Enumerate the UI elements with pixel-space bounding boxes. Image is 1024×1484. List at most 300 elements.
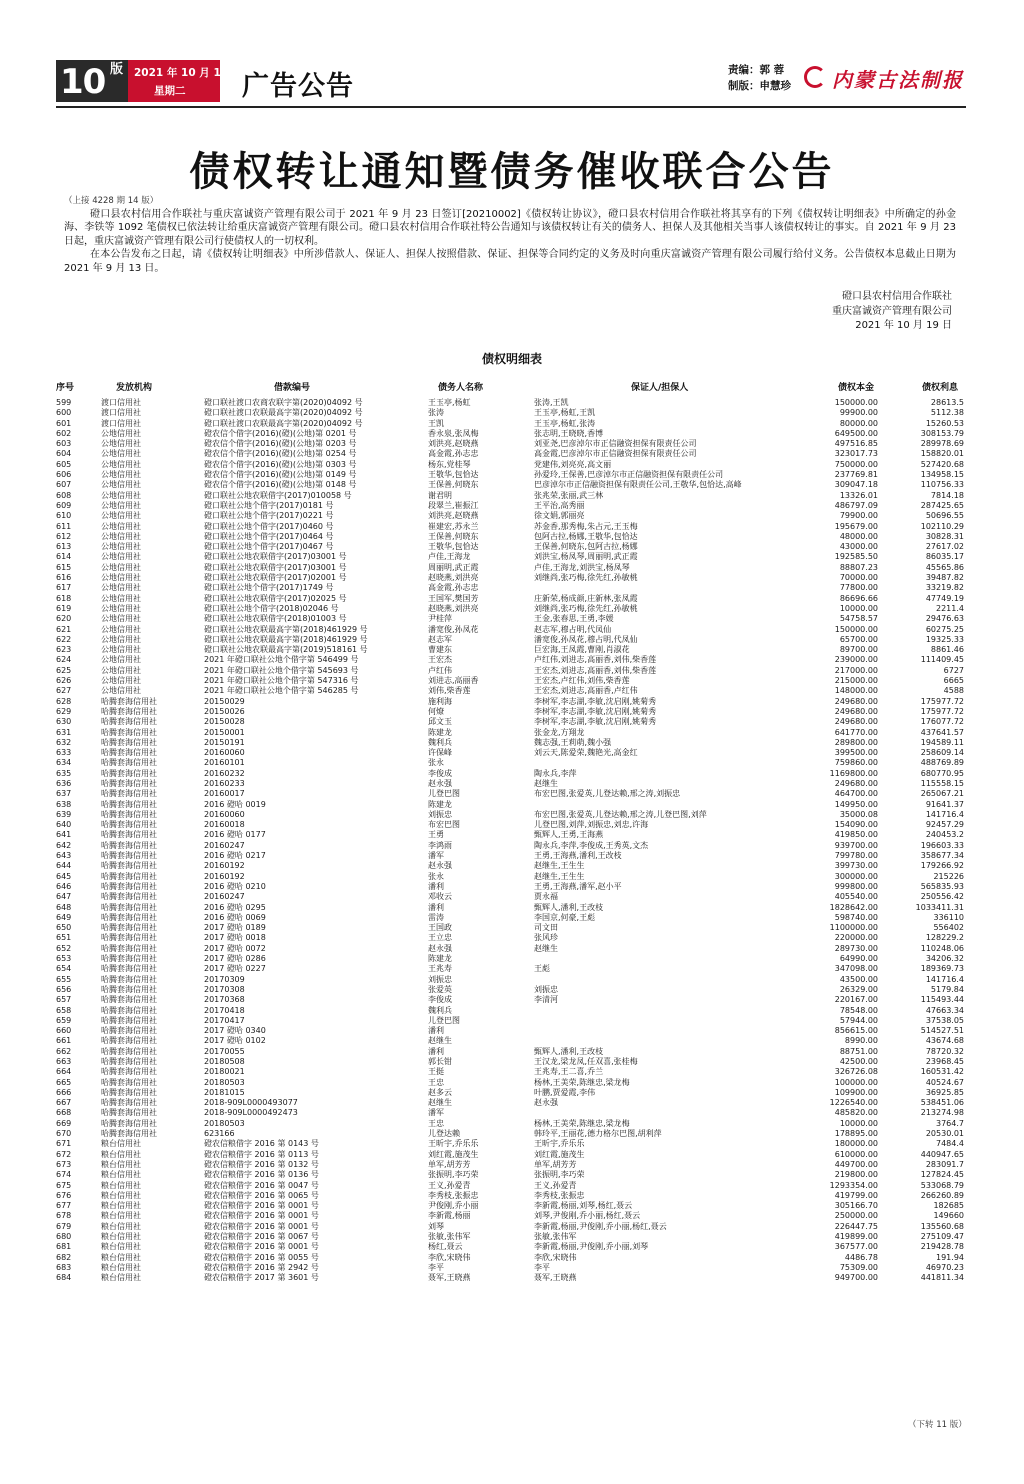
guarantor-names: 布宏巴图,张爱英,儿登达赖,邢之涛,儿登巴图,刘萍 [534,809,707,819]
table-row [56,398,966,408]
lending-branch: 粮台信用社 [101,1221,141,1231]
loan-number: 2017 磴哈 0227 [204,964,266,974]
principal-amount: 43000.00 [839,542,878,552]
guarantor-names: 徐文娟,郭丽亮 [534,511,585,521]
loan-number: 磴农信个借字(2016)(磴)(公地)第 0203 号 [204,439,357,449]
table-row [56,460,966,470]
debtor-name: 卢佳,王海龙 [428,552,471,562]
debtor-name: 潘利 [428,1046,444,1056]
guarantor-names: 张兆荣,张丽,武三林 [534,490,604,500]
guarantor-names: 叶鹏,贾爱霞,李伟 [534,1087,596,1097]
interest-amount: 158820.01 [920,449,964,459]
principal-amount: 217000.00 [834,665,878,675]
row-number: 646 [56,881,72,891]
table-row [56,903,966,913]
guarantor-names: 张志明,王晓晓,香博 [534,428,604,438]
principal-amount: 75309.00 [839,1262,878,1272]
lending-branch: 哈腾套海信用社 [101,1118,157,1128]
principal-amount: 86696.66 [839,593,878,603]
guarantor-names: 甄辉人,王勇,王海燕 [534,830,604,840]
row-number: 623 [56,645,72,655]
editor-name: 责编：郭 蓉 [728,64,785,76]
debtor-name: 聂军,王晓燕 [428,1273,471,1283]
table-row [56,655,966,665]
guarantor-names: 卢佳,王海龙,刘洪宝,杨凤琴 [534,562,630,572]
table-row [56,1211,966,1221]
row-number: 630 [56,717,72,727]
loan-number: 20181015 [204,1087,245,1097]
debtor-name: 赵晓燕,刘洪亮 [428,603,479,613]
loan-number: 磴农信粮借字 2016 第 0113 号 [204,1149,319,1159]
debtor-name: 陈建龙 [428,799,452,809]
loan-number: 2018-909L0000493077 [204,1098,298,1108]
guarantor-names: 陶永兵,李萍,李俊成,王秀英,文杰 [534,840,649,850]
principal-amount: 64990.00 [839,954,878,964]
row-number: 621 [56,624,72,634]
principal-amount: 250000.00 [834,1211,878,1221]
lending-branch: 哈腾套海信用社 [101,851,157,861]
table-row [56,449,966,459]
interest-amount: 6727 [943,665,964,675]
row-number: 613 [56,542,72,552]
principal-amount: 57944.00 [839,1015,878,1025]
loan-number: 20180508 [204,1057,245,1066]
lending-branch: 哈腾套海信用社 [101,933,157,943]
guarantor-names: 巴彦淖尔市正信融资担保有限责任公司,王敬华,包恰达,高峰 [534,480,742,490]
lending-branch: 粮台信用社 [101,1159,141,1169]
interest-amount: 175977.72 [920,706,964,716]
guarantor-names: 司文田 [534,923,558,933]
principal-amount: 148000.00 [834,686,878,696]
loan-number: 20150028 [204,717,245,727]
lending-branch: 公地信用社 [101,573,141,583]
guarantor-names: 高金霞,巴彦淖尔市正信融资担保有限责任公司 [534,449,697,459]
row-number: 684 [56,1273,72,1283]
lending-branch: 公地信用社 [101,480,141,490]
debtor-name: 单军,胡芳芳 [428,1159,471,1169]
interest-amount: 46970.23 [925,1262,964,1272]
principal-amount: 150000.00 [834,398,878,407]
guarantor-names: 李树军,李志湖,李敏,沈启刚,姚菊秀 [534,706,657,716]
table-row [56,820,966,830]
row-number: 626 [56,676,72,686]
principal-amount: 347098.00 [834,964,878,974]
principal-amount: 89700.00 [839,645,878,655]
row-number: 653 [56,954,72,964]
lending-branch: 哈腾套海信用社 [101,1026,157,1036]
table-row [56,1088,966,1098]
loan-number: 20160232 [204,768,245,778]
principal-amount: 154090.00 [834,820,878,830]
lending-branch: 哈腾套海信用社 [101,1129,157,1139]
debtor-name: 赵多云 [428,1087,452,1097]
table-row [56,975,966,985]
principal-amount: 35000.08 [839,809,878,819]
interest-amount: 30828.31 [925,531,964,541]
lending-branch: 粮台信用社 [101,1273,141,1283]
table-row [56,964,966,974]
interest-amount: 92457.29 [925,820,964,830]
debtor-name: 儿登巴图 [428,789,460,799]
loan-number: 2017 磴哈 0072 [204,943,266,953]
debtor-name: 魏利兵 [428,737,452,747]
row-number: 614 [56,552,72,562]
lending-branch: 公地信用社 [101,459,141,469]
lending-branch: 公地信用社 [101,676,141,686]
lending-branch: 哈腾套海信用社 [101,809,157,819]
principal-amount: 309047.18 [834,480,878,490]
column-header: 发放机构 [116,383,153,393]
guarantor-names: 王玉亭,杨虹,张涛 [534,418,596,428]
section-title: 广告公告 [242,71,354,102]
principal-amount: 999800.00 [834,881,878,891]
guarantor-names: 魏志强,王莉萌,魏小强 [534,737,612,747]
interest-amount: 141716.4 [925,974,964,984]
lending-branch: 公地信用社 [101,511,141,521]
loan-number: 磴口联社公地个借字(2017)0221 号 [204,511,334,521]
lending-branch: 公地信用社 [101,470,141,480]
interest-amount: 182685 [933,1201,964,1211]
loan-number: 磴口联社公地个借字(2017)0467 号 [204,542,334,552]
interest-amount: 110756.33 [920,480,964,490]
lending-branch: 公地信用社 [101,593,141,603]
table-row [56,1016,966,1026]
principal-amount: 249680.00 [834,706,878,716]
loan-number: 2017 磴哈 0286 [204,954,266,964]
principal-amount: 10000.00 [839,603,878,613]
debtor-name: 王国政 [428,923,452,933]
guarantor-names: 刘洪宝,杨凤琴,周丽明,武正霞 [534,552,638,562]
principal-amount: 80000.00 [839,418,878,428]
issue-date: 2021 年 10 月 19 日 [134,67,243,79]
interest-amount: 191.94 [936,1252,964,1262]
row-number: 635 [56,768,72,778]
guarantor-names: 刘继尚,张巧梅,徐先红,孙敏桃 [534,603,638,613]
table-row [56,810,966,820]
guarantor-names: 苏金香,那秀梅,朱占元,王玉梅 [534,521,638,531]
loan-number: 20150001 [204,727,245,737]
row-number: 643 [56,851,72,861]
principal-amount: 939700.00 [834,840,878,850]
row-number: 604 [56,449,72,459]
interest-amount: 533068.79 [920,1180,964,1190]
lending-branch: 公地信用社 [101,562,141,572]
lending-branch: 哈腾套海信用社 [101,758,157,768]
debtor-name: 杨红,聂云 [428,1242,463,1252]
guarantor-names: 甄辉人,潘利,王改枝 [534,1046,604,1056]
row-number: 607 [56,480,72,490]
table-row [56,604,966,614]
row-number: 636 [56,778,72,788]
principal-amount: 88807.23 [839,562,878,572]
lending-branch: 哈腾套海信用社 [101,1057,157,1066]
row-number: 641 [56,830,72,840]
debtor-name: 潘军 [428,1108,444,1118]
loan-number: 20160192 [204,861,245,871]
loan-number: 磴口联社公地农联借字(2017)03001 号 [204,562,347,572]
column-header: 债权本金 [838,383,875,393]
guarantor-names: 赵继生,王生生 [534,871,585,881]
loan-number: 磴口联社公地个借字(2017)0460 号 [204,521,334,531]
row-number: 650 [56,923,72,933]
guarantor-names: 贾永福 [534,892,558,902]
row-number: 682 [56,1252,72,1262]
debtor-name: 儿登达赖 [428,1129,460,1139]
debtor-name: 王玉亭,杨虹 [428,398,471,407]
table-row [56,1253,966,1263]
lending-branch: 哈腾套海信用社 [101,902,157,912]
guarantor-names: 赵永强 [534,1098,558,1108]
row-number: 617 [56,583,72,593]
table-row [56,1067,966,1077]
principal-amount: 79900.00 [839,511,878,521]
interest-amount: 102110.29 [920,521,964,531]
guarantor-names: 王昕宇,乔乐乐 [534,1139,585,1149]
table-row [56,779,966,789]
row-number: 665 [56,1077,72,1087]
lending-branch: 哈腾套海信用社 [101,799,157,809]
interest-amount: 680770.95 [920,768,964,778]
guarantor-names: 张振明,李巧荣 [534,1170,585,1180]
table-row [56,1263,966,1273]
row-number: 651 [56,933,72,943]
principal-amount: 178895.00 [834,1129,878,1139]
row-number: 652 [56,943,72,953]
guarantor-names: 李国京,何豪,王彪 [534,912,596,922]
table-row [56,882,966,892]
table-row [56,1036,966,1046]
newspaper-logo-text: 内蒙古法制报 [832,68,964,92]
table-row [56,1222,966,1232]
guarantor-names: 儿登巴图,刘萍,刘振忠,刘忠,许海 [534,820,649,830]
interest-amount: 47749.19 [925,593,964,603]
principal-amount: 1828642.00 [829,902,878,912]
debtor-name: 王义,孙爱青 [428,1180,471,1190]
interest-amount: 1033411.31 [915,902,964,912]
interest-amount: 27617.02 [925,542,964,552]
table-row [56,552,966,562]
principal-amount: 43500.00 [839,974,878,984]
lending-branch: 哈腾套海信用社 [101,871,157,881]
debtor-name: 李俊成 [428,995,452,1005]
lending-branch: 哈腾套海信用社 [101,861,157,871]
column-header: 债务人名称 [438,383,484,393]
debtor-name: 尹俊刚,乔小丽 [428,1201,479,1211]
loan-number: 磴农信粮借字 2016 第 0136 号 [204,1170,319,1180]
guarantor-names: 王宏杰,刘进志,高丽香,刘伟,柴香莲 [534,665,657,675]
signature-block [700,290,952,334]
principal-amount: 220167.00 [834,995,878,1005]
principal-amount: 4486.78 [844,1252,878,1262]
lending-branch: 哈腾套海信用社 [101,1067,157,1077]
principal-amount: 464700.00 [834,789,878,799]
principal-amount: 759860.00 [834,758,878,768]
loan-number: 磴农信粮借字 2016 第 0055 号 [204,1252,319,1262]
loan-number: 磴口联社公地农联最高字第(2018)461929 号 [204,624,368,634]
debtor-name: 高金霞,孙志忠 [428,583,479,593]
column-header: 债权利息 [922,383,959,393]
row-number: 644 [56,861,72,871]
loan-number: 磴农信粮借字 2016 第 0001 号 [204,1201,319,1211]
lending-branch: 哈腾套海信用社 [101,768,157,778]
debtor-name: 张爱英 [428,984,452,994]
row-number: 640 [56,820,72,830]
table-row [56,841,966,851]
lending-branch: 粮台信用社 [101,1211,141,1221]
loan-number: 20180503 [204,1077,245,1087]
principal-amount: 649500.00 [834,428,878,438]
interest-amount: 196603.33 [920,840,964,850]
guarantor-names: 王勇,王海燕,潘利,王改枝 [534,851,622,861]
lending-branch: 哈腾套海信用社 [101,717,157,727]
guarantor-names: 张金龙,方翔龙 [534,727,585,737]
interest-amount: 250556.42 [920,892,964,902]
guarantor-names: 李清河 [534,995,558,1005]
page-header [56,60,966,106]
debtor-name: 王忠 [428,1077,444,1087]
guarantor-names: 韩玲平,王丽花,德力格尔巴图,胡利萍 [534,1129,662,1139]
interest-amount: 5179.84 [930,984,964,994]
debtor-name: 王敬华,包恰达 [428,542,479,552]
debtor-name: 王昕宇,乔乐乐 [428,1139,479,1149]
principal-amount: 192585.50 [834,552,878,562]
table-body [56,398,966,1284]
interest-amount: 36925.85 [925,1087,964,1097]
loan-number: 2016 磴哈 0295 [204,902,266,912]
interest-amount: 4588 [943,686,964,696]
loan-number: 磴农信个借字(2016)(磴)(公地)第 0201 号 [204,428,357,438]
debtor-name: 刘伟,柴香莲 [428,686,471,696]
debtor-name: 王挺 [428,1067,444,1077]
lending-branch: 哈腾套海信用社 [101,820,157,830]
loan-number: 磴农信粮借字 2016 第 0065 号 [204,1190,319,1200]
table-row [56,1047,966,1057]
lending-branch: 哈腾套海信用社 [101,840,157,850]
loan-number: 2021 年磴口联社公地个借字第 547316 号 [204,676,359,686]
interest-amount: 111409.45 [920,655,964,665]
interest-amount: 2211.4 [936,603,964,613]
row-number: 648 [56,902,72,912]
interest-amount: 86035.17 [925,552,964,562]
guarantor-names: 杨林,王美荣,陈继忠,梁龙梅 [534,1118,630,1128]
loan-number: 磴农信粮借字 2016 第 0132 号 [204,1159,319,1169]
guarantor-names: 赵志军,穆占明,代凤仙 [534,624,612,634]
lending-branch: 哈腾套海信用社 [101,964,157,974]
lending-branch: 公地信用社 [101,645,141,655]
guarantor-names: 孙爱玲,王保善,巴彦淖尔市正信融资担保有限责任公司 [534,470,724,480]
lending-branch: 哈腾套海信用社 [101,1046,157,1056]
row-number: 671 [56,1139,72,1149]
row-number: 649 [56,912,72,922]
interest-amount: 289978.69 [920,439,964,449]
interest-amount: 127824.45 [920,1170,964,1180]
debtor-name: 段翠兰,崔振江 [428,500,479,510]
table-row [56,861,966,871]
loan-number: 磴口联社公地个借字(2018)02046 号 [204,603,339,613]
guarantor-names: 潘宽俊,孙凤花,穆占明,代凤仙 [534,634,638,644]
row-number: 654 [56,964,72,974]
row-number: 637 [56,789,72,799]
debtor-name: 王勇 [428,830,444,840]
row-number: 611 [56,521,72,531]
interest-amount: 33219.82 [925,583,964,593]
interest-amount: 47663.34 [925,1005,964,1015]
notice-title: 债权转让通知暨债务催收联合公告 [189,148,835,195]
interest-amount: 308153.79 [920,428,964,438]
guarantor-names: 赵继生 [534,943,558,953]
loan-number: 磴农信粮借字 2017 第 3601 号 [204,1273,319,1283]
debtor-name: 王兆寿 [428,964,452,974]
interest-amount: 91641.37 [925,799,964,809]
date-box [128,60,243,102]
guarantor-names: 聂军,王晓燕 [534,1273,577,1283]
guarantor-names: 李新霞,杨丽,尹俊刚,乔小丽,刘琴 [534,1242,649,1252]
loan-number: 2017 磴哈 0102 [204,1036,266,1046]
row-number: 677 [56,1201,72,1211]
row-number: 676 [56,1190,72,1200]
debtor-name: 张永 [428,758,444,768]
row-number: 628 [56,696,72,706]
row-number: 600 [56,408,72,418]
row-number: 625 [56,665,72,675]
lending-branch: 渡口信用社 [101,408,141,418]
guarantor-names: 张敏,张伟军 [534,1232,577,1242]
guarantor-names: 王兆寿,王二喜,乔兰 [534,1067,604,1077]
table-row [56,1026,966,1036]
loan-number: 20160060 [204,809,245,819]
debtor-name: 赵晓燕,刘洪亮 [428,573,479,583]
debtor-name: 李鸿雨 [428,840,452,850]
debtor-name: 尹桂萍 [428,614,452,624]
guarantor-names: 赵继生 [534,778,558,788]
interest-amount: 179266.92 [920,861,964,871]
loan-number: 磴口联社渡口农联最高字第(2020)04092 号 [204,408,363,418]
loan-number: 磴农信粮借字 2016 第 0143 号 [204,1139,319,1149]
lending-branch: 粮台信用社 [101,1170,141,1180]
lending-branch: 哈腾套海信用社 [101,943,157,953]
lending-branch: 公地信用社 [101,531,141,541]
interest-amount: 5112.38 [930,408,964,418]
interest-amount: 28613.5 [930,398,964,407]
debtor-name: 李平 [428,1262,444,1272]
row-number: 681 [56,1242,72,1252]
guarantor-names: 李欣,宋晓伟 [534,1252,577,1262]
debtor-name: 杨东,党桂琴 [428,459,471,469]
interest-amount: 538451.06 [920,1098,964,1108]
table-row [56,933,966,943]
interest-amount: 3764.7 [936,1118,964,1128]
row-number: 667 [56,1098,72,1108]
table-row [56,470,966,480]
loan-number: 20160233 [204,778,245,788]
table-row [56,830,966,840]
lending-branch: 哈腾套海信用社 [101,1015,157,1025]
table-row [56,1170,966,1180]
principal-amount: 195679.00 [834,521,878,531]
interest-amount: 160531.42 [920,1067,964,1077]
debtor-name: 谢君明 [428,490,452,500]
debtor-name: 赵继生 [428,1036,452,1046]
principal-amount: 949700.00 [834,1273,878,1283]
guarantor-names: 李秀枝,张振忠 [534,1190,585,1200]
debtor-name: 卢红伟 [428,665,452,675]
loan-number: 20170309 [204,974,245,984]
debtor-name: 王保善,何晓东 [428,531,479,541]
lending-branch: 公地信用社 [101,542,141,552]
lending-branch: 哈腾套海信用社 [101,923,157,933]
table-row [56,758,966,768]
debtor-name: 王立忠 [428,933,452,943]
